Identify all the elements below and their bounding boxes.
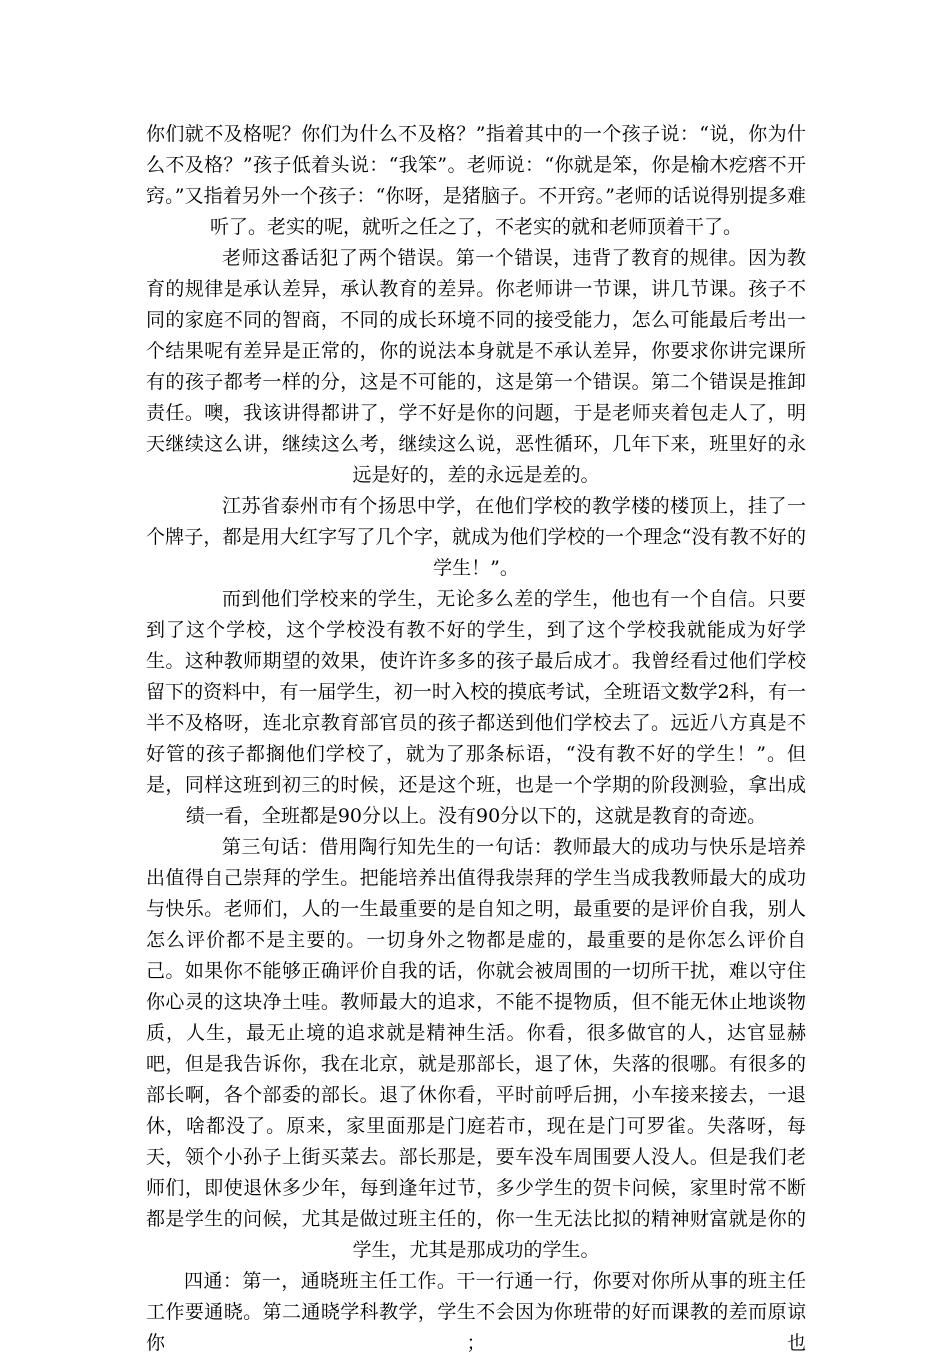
paragraph-third-saying: 第三句话：借用陶行知先生的一句话：教师最大的成功与快乐是培养出值得自己崇拜的学生。把能培养出值得我崇拜的学生当成我教师最大的成功与快乐。老师们，人的一生最重要的是自知之明，最重要的是评价自我，别人怎么评价都不是主要的。一切身外之物都是虚的，最重要的是你怎么评价自己。如果你不能够正确评价自我的话，你就会被周围的一切所干扰，难以守住你心灵的这块净土哇。教师最大的追求，不能不提物质，但不能无休止地谈物质，人生，最无止境的追求就是精神生活。你看，很多做官的人，达官显赫吧，但是我告诉你，我在北京，就是那部长，退了休，失落的很哪。有很多的部长啊，各个部委的部长。退了休你看，平时前呼后拥，小车接来接去，一退休，啥都没了。原来，家里面那是门庭若市，现在是门可罗雀。失落呀，每天，领个小孙子上街买菜去。部长那是，要车没车周围要人没人。但是我们老师们，即使退休多少年，每到逢年过节，多少学生的贺卡问候，家里时常不断都是学生的问候，尤其是做过班主任的，你一生无法比拟的精神财富就是你的学生，尤其是那成功的学生。 [146, 836, 806, 1261]
paragraph-school-slogan: 江苏省泰州市有个扬思中学，在他们学校的教学楼的楼顶上，挂了一个牌子，都是用大红字写了几个字，就成为他们学校的一个理念“没有教不好的学生！”。 [146, 495, 806, 579]
paragraph-two-mistakes: 老师这番话犯了两个错误。第一个错误，违背了教育的规律。因为教育的规律是承认差异，承认教育的差异。你老师讲一节课，讲几节课。孩子不同的家庭不同的智商，不同的成长环境不同的接受能力，怎么可能最后考出一个结果呢有差异是正常的，你的说法本身就是不承认差异，你要求你讲完课所有的孩子都考一样的分，这是不可能的，这是第一个错误。第二个错误是推卸责任。噢，我该讲得都讲了，学不好是你的问题，于是老师夹着包走人了，明天继续这么讲，继续这么考，继续这么说，恶性循环，几年下来，班里好的永远是好的，差的永远是差的。 [146, 247, 806, 486]
document-body [146, 119, 806, 1359]
paragraph-teacher-scolding: 你们就不及格呢？你们为什么不及格？”指着其中的一个孩子说：“说，你为什么不及格？”孩子低着头说：“我笨”。老师说：“你就是笨，你是榆木疙瘩不开窍。”又指着另外一个孩子：“你呀，是猪脑子。不开窍。”老师的话说得别提多难听了。老实的呢，就听之任之了，不老实的就和老师顶着干了。 [146, 123, 806, 238]
paragraph-education-miracle: 而到他们学校来的学生，无论多么差的学生，他也有一个自信。只要到了这个学校，这个学校没有教不好的学生，到了这个学校我就能成为好学生。这种教师期望的效果，使许许多多的孩子最后成才。我曾经看过他们学校留下的资料中，有一届学生，初一时入校的摸底考试，全班语文数学2科，有一半不及格呀，连北京教育部官员的孩子都送到他们学校去了。远近八方真是不好管的孩子都搁他们学校了，就为了那条标语，“没有教不好的学生！”。但是，同样这班到初三的时候，还是这个班，也是一个学期的阶段测验，拿出成绩一看，全班都是90分以上。没有90分以下的，这就是教育的奇迹。 [146, 588, 806, 827]
paragraph-four-mastery: 四通：第一，通晓班主任工作。干一行通一行，你要对你所从事的班主任工作要通晓。第二通晓学科教学，学生不会因为你班带的好而课教的差而原谅你；也 [146, 1270, 806, 1354]
